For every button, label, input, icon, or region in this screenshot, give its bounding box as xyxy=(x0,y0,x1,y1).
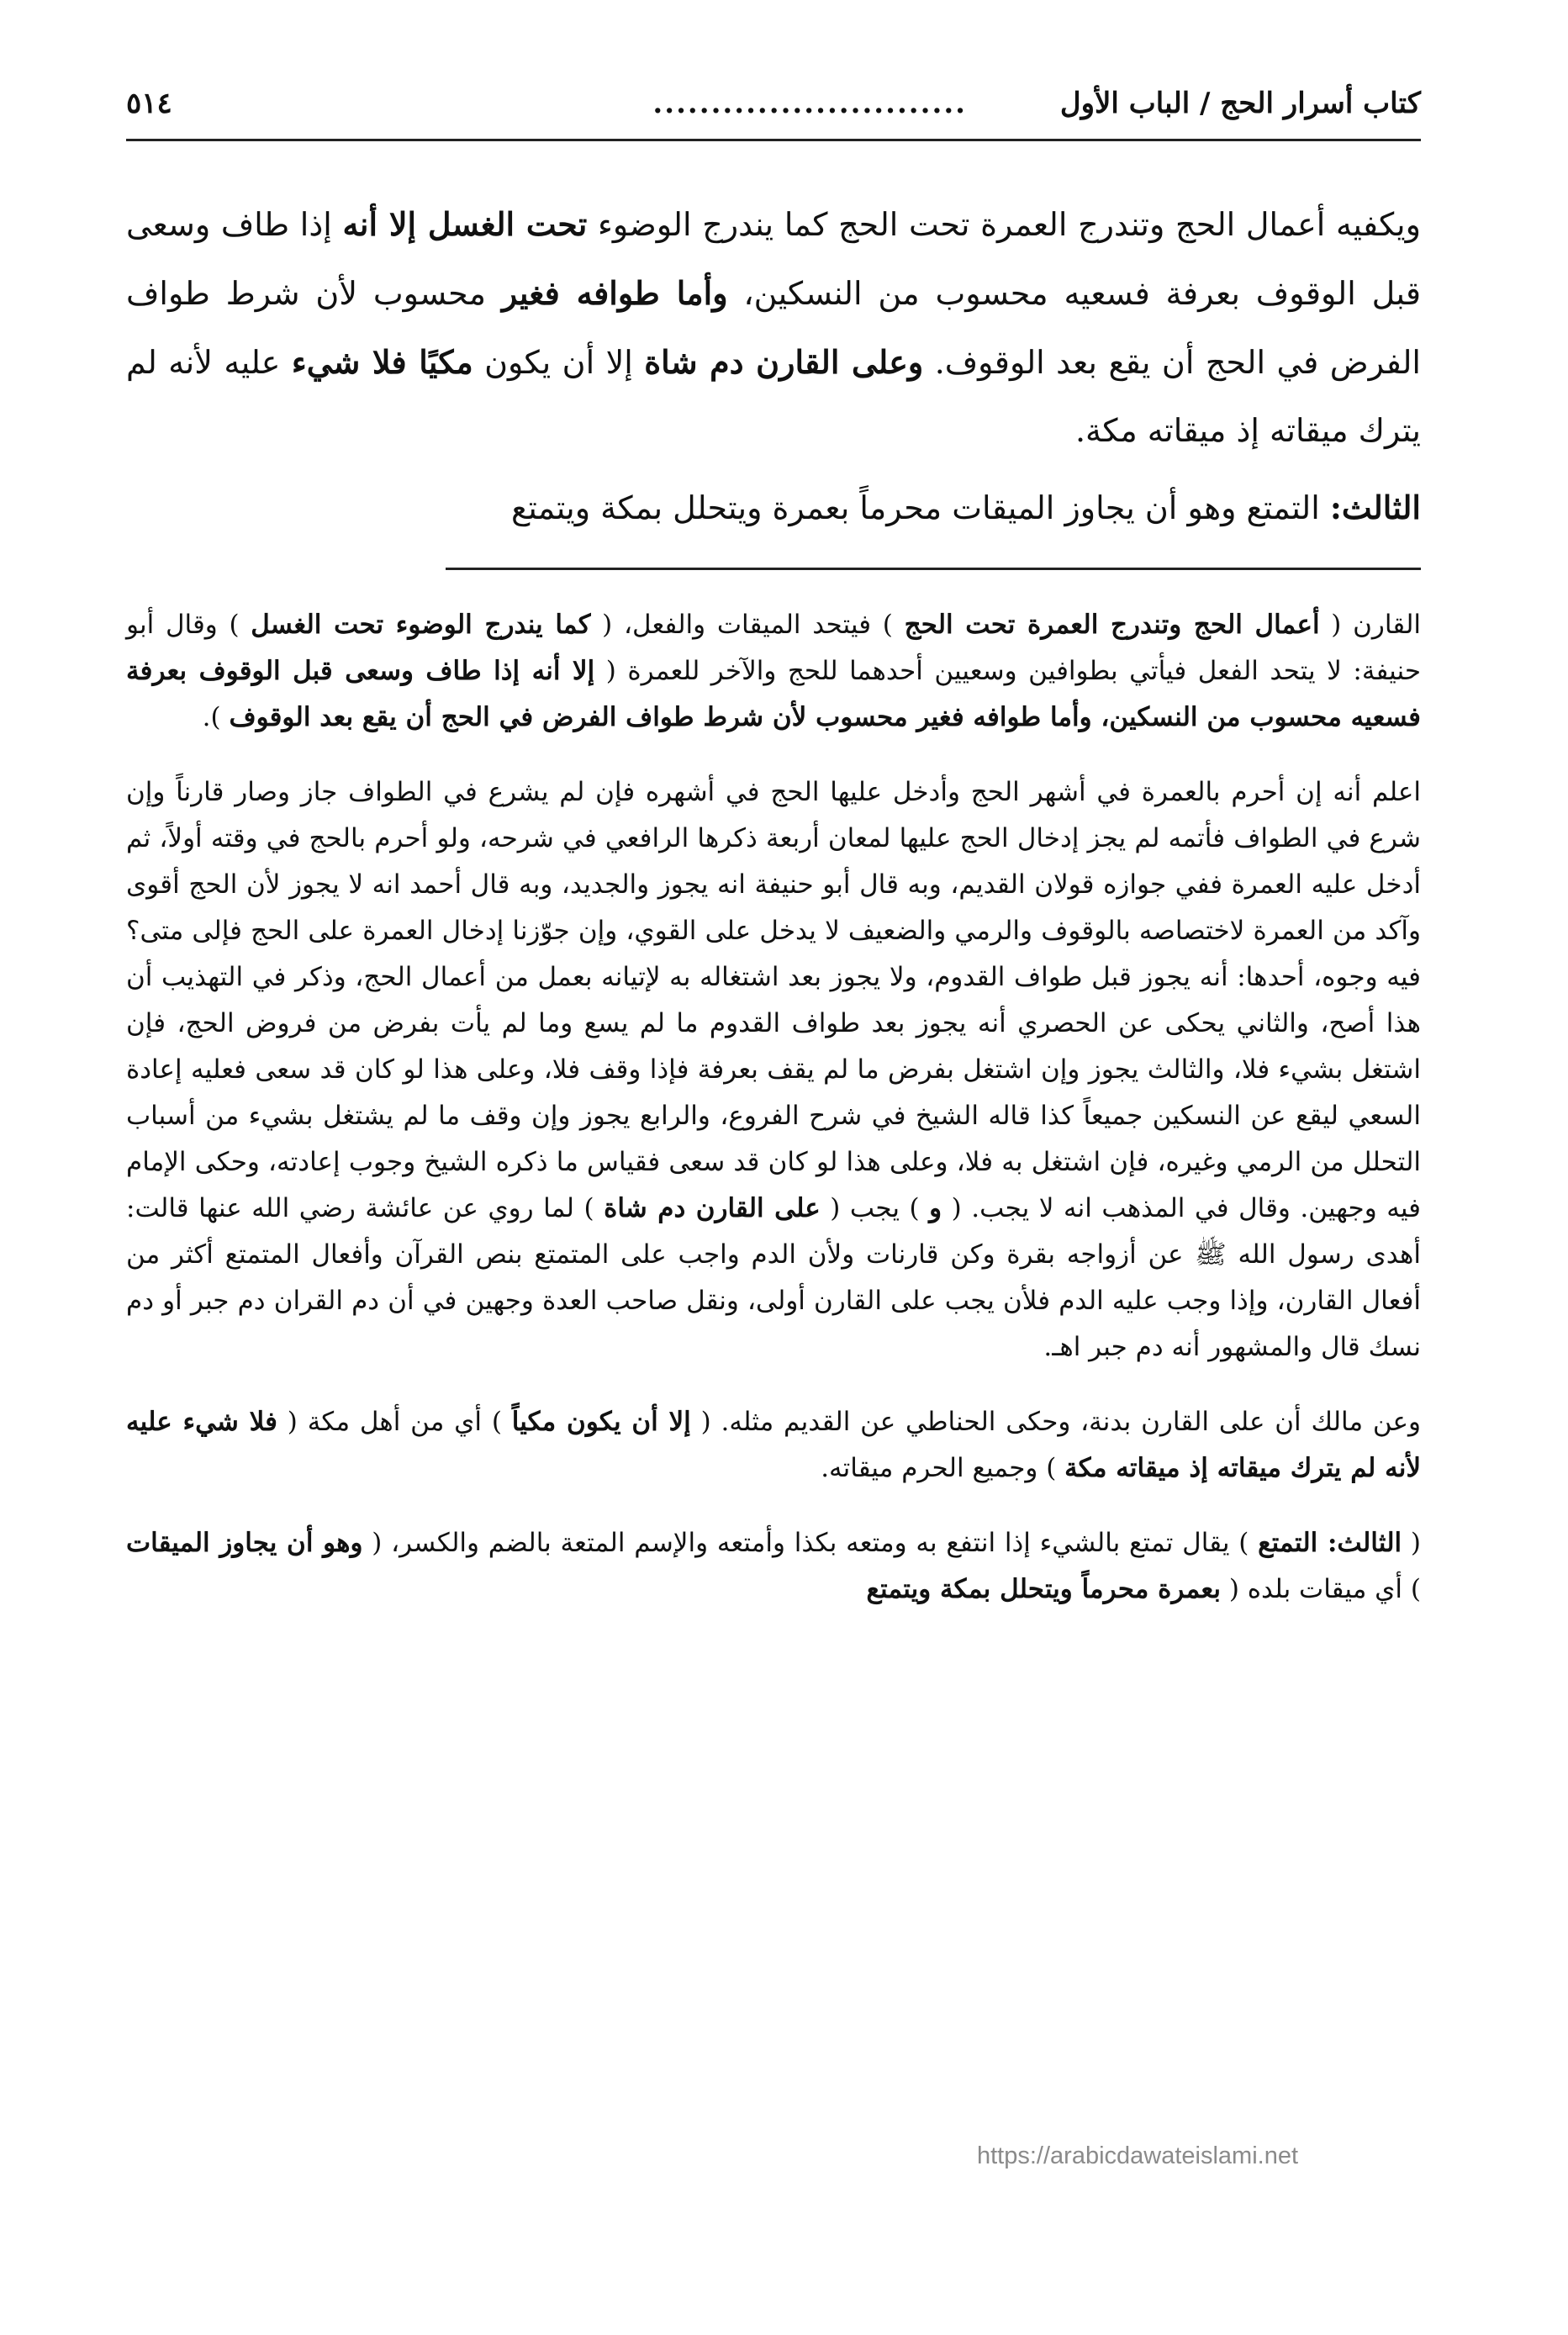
text-run: محسوب لأن شرط طواف الفرض في الحج أن يقع بعد الوقوف. xyxy=(126,275,1421,381)
quoted-matn: و xyxy=(929,1193,942,1223)
text-run: ) فيتحد الميقات والفعل، ( xyxy=(590,610,905,640)
text-run: ) أي من أهل مكة ( xyxy=(277,1407,512,1437)
text-run: عليه لأنه لم يترك ميقاته إذ ميقاته مكة. xyxy=(126,344,1421,449)
text-run: اعلم أنه إن أحرم بالعمرة في أشهر الحج وأدخل عليها الحج في أشهره فإن لم يشرع في الطواف جاز وصار قارناً وإن شرع في الطواف فأتمه لم يجز إدخال الحج عليها لمعان أربعة ذكرها الرافعي في شرحه، ولو أحرم بالحج في وقته أولاً، ثم أدخل عليه العمرة ففي جوازه قولان القديم، وبه قال أبو حنيفة انه يجوز والجديد، وبه قال أحمد انه لا يجوز لأن الحج أقوى وآكد من العمرة لاختصاصه بالوقوف والرمي والضعيف لا يدخل على القوي، وإن جوّزنا إدخال العمرة على الحج فإلى متى؟ فيه وجوه، أحدها: أنه يجوز قبل طواف القدوم، ولا يجوز بعد اشتغاله به لإتيانه بعمل من أعمال الحج، وذكر في التهذيب أن هذا أصح، والثاني يحكى عن الحصري أنه يجوز بعد طواف القدوم ما لم يسع وما لم يأت بفرض من فروض الحج، فإن اشتغل بشيء فلا، والثالث يجوز وإن اشتغل بفرض ما لم يقف بعرفة فإذا وقف فلا، وعلى هذا لو كان قد سعى فعليه إعادة السعي ليقع عن النسكين جميعاً كذا قاله الشيخ في شرح الفروع، والرابع يجوز وإن وقف ما لم يشتغل بشيء من أسباب التحلل من الرمي وغيره، فإن اشتغل به فلا، وعلى هذا لو كان قد سعى فقياس ما ذكره الشيخ وجوب إعادته، وحكى الإمام فيه وجهين. وقال في المذهب انه لا يجب. xyxy=(126,777,1421,1223)
commentary-paragraph-1 xyxy=(126,602,1421,741)
quoted-matn: الثالث: التمتع xyxy=(1258,1528,1402,1558)
bold-run: مكيًا فلا شيء xyxy=(291,343,473,381)
text-run: ) أي ميقات بلده ( xyxy=(1220,1574,1421,1604)
text-run: وعن مالك أن على القارن بدنة، وحكى الحناطي عن القديم مثله. ( xyxy=(690,1407,1421,1437)
quoted-matn: وهو أن يجاوز الميقات xyxy=(126,1528,363,1558)
text-run: ) وجميع الحرم ميقاته. xyxy=(821,1453,1065,1483)
text-run: القارن ( xyxy=(1319,610,1422,640)
text-run: ( xyxy=(942,1193,972,1223)
quoted-matn: إلا أن يكون مكياً xyxy=(511,1407,691,1437)
text-run: إلا أن يكون xyxy=(473,344,645,381)
source-watermark: https://arabicdawateislami.net xyxy=(977,2142,1299,2169)
text-run: ) يقال تمتع بالشيء إذا انتفع به ومتعه بكذا وأمتعه والإسم المتعة بالضم والكسر، ( xyxy=(362,1528,1259,1558)
quoted-matn: أعمال الحج وتندرج العمرة تحت الحج xyxy=(904,610,1320,640)
page-number: ٥١٤ xyxy=(126,87,172,120)
book-page xyxy=(126,80,1421,1641)
main-paragraph-2 xyxy=(126,473,1421,542)
quoted-matn: إلا أنه إذا طاف وسعى قبل الوقوف بعرفة فسعيه محسوب من النسكين، وأما طوافه فغير محسوب لأن شرط طواف الفرض في الحج أن يقع بعد الوقوف xyxy=(126,656,1421,732)
commentary-paragraph-3 xyxy=(126,1399,1421,1492)
main-text xyxy=(126,190,1421,542)
bold-run: وأما طوافه فغير xyxy=(501,274,728,312)
text-run: إذا طاف وسعى قبل الوقوف بعرفة فسعيه محسوب من النسكين، xyxy=(126,206,1421,312)
commentary-paragraph-2 xyxy=(126,769,1421,1371)
text-run: التمتع وهو أن يجاوز الميقات محرماً بعمرة ويتحلل بمكة ويتمتع xyxy=(511,489,1330,526)
text-run: ) يجب ( xyxy=(820,1193,930,1223)
text-run: ) لما روي عن عائشة رضي الله عنها قالت: أهدى رسول الله ﷺ عن أزواجه بقرة وكن قارنات ولأن الدم واجب على المتمتع بنص القرآن وأفعال المتمتع أكثر من أفعال القارن، وإذا وجب عليه الدم فلأن يجب على القارن أولى، ونقل صاحب العدة وجهين في أن دم القران دم جبر أو دم نسك قال والمشهور أنه دم جبر اهـ. xyxy=(126,1193,1421,1362)
bold-run: وعلى القارن دم شاة xyxy=(644,343,924,381)
bold-run: تحت الغسل إلا أنه xyxy=(342,205,588,243)
section-heading: الثالث: xyxy=(1329,489,1421,526)
text-run: ) وقال أبو حنيفة: لا يتحد الفعل فيأتي بطوافين وسعيين أحدهما للحج والآخر للعمرة ( xyxy=(126,610,1422,686)
quoted-matn: بعمرة محرماً ويتحلل بمكة ويتمتع xyxy=(866,1574,1221,1604)
commentary xyxy=(126,602,1421,1613)
text-run: ). xyxy=(202,702,230,732)
text-run: ( xyxy=(1402,1528,1422,1558)
main-paragraph-1 xyxy=(126,190,1421,465)
quoted-matn: كما يندرج الوضوء تحت الغسل xyxy=(251,610,591,640)
running-header xyxy=(126,80,1421,141)
commentary-paragraph-4 xyxy=(126,1520,1421,1613)
quoted-matn: على القارن دم شاة xyxy=(604,1193,821,1223)
quoted-matn: فلا شيء عليه لأنه لم يترك ميقاته إذ ميقاته مكة xyxy=(126,1407,1421,1483)
header-leader-dots: ........................... xyxy=(652,87,967,120)
header-title: كتاب أسرار الحج / الباب الأول xyxy=(1059,87,1421,120)
footnote-divider xyxy=(446,568,1421,570)
text-run: ويكفيه أعمال الحج وتندرج العمرة تحت الحج كما يندرج الوضوء xyxy=(587,206,1421,243)
